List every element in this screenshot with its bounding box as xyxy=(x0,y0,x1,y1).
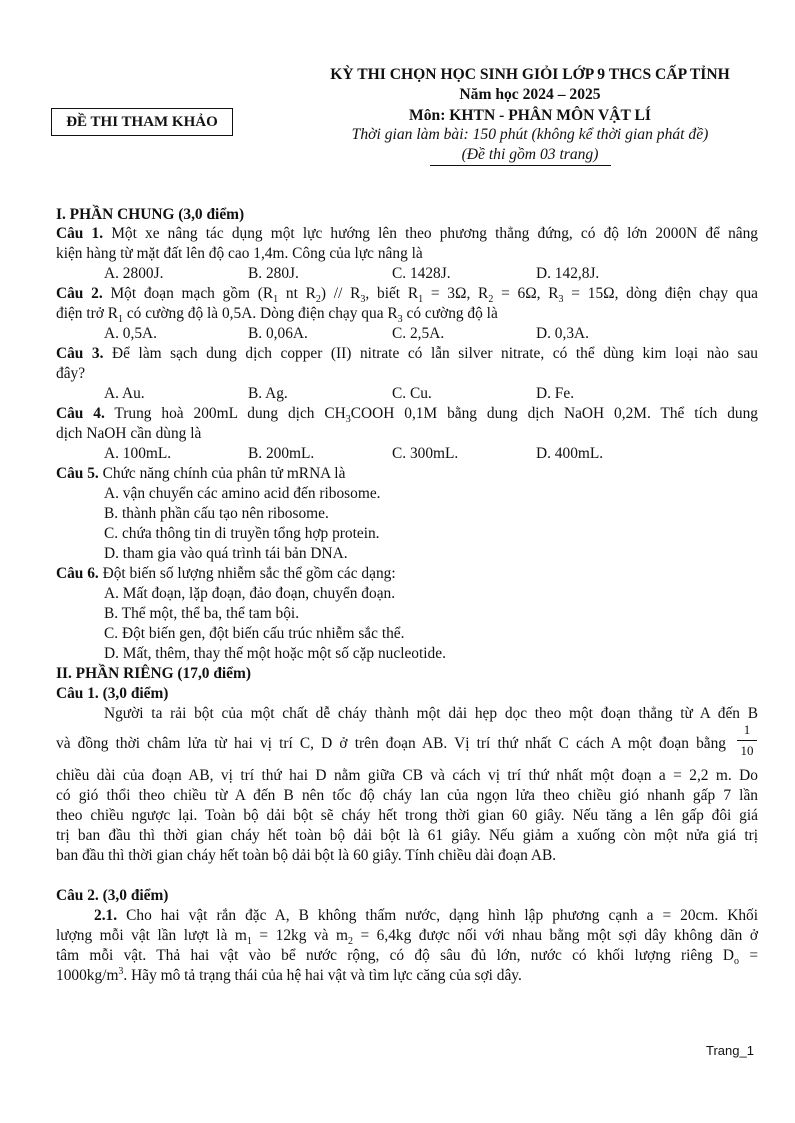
problem-1-line-1: Người ta rải bột của một chất dễ cháy thành một dải hẹp dọc theo một đoạn thẳng từ A đến B xyxy=(104,705,758,722)
problem-2-1-number: 2.1. xyxy=(94,907,118,924)
q3-text-1: Để làm sạch dung dịch copper (II) nitrate có lẫn silver nitrate, có thể dùng kim loại nào sau xyxy=(103,345,758,362)
q4-option-a: A. 100mL. xyxy=(104,445,172,462)
problem-1-line-4: có gió thổi theo chiều từ A đến B nên tốc độ cháy lan của ngọn lửa theo chiều gió nhanh gấp 7 lần xyxy=(56,787,758,804)
q3-line-2: đây? xyxy=(56,365,86,382)
q1-option-b: B. 280J. xyxy=(248,265,299,282)
problem-2-text: = xyxy=(739,947,758,964)
sub: 3 xyxy=(360,294,366,306)
q5-option-b: B. thành phần cấu tạo nên ribosome. xyxy=(104,505,329,522)
sub: 2 xyxy=(488,294,494,306)
q3-option-d: D. Fe. xyxy=(536,385,575,402)
q6-line-1 xyxy=(56,564,758,584)
q6-option-a: A. Mất đoạn, lặp đoạn, đảo đoạn, chuyển đoạn. xyxy=(104,585,396,602)
problem-2-text: Cho hai vật rắn đặc A, B không thấm nước, dạng hình lập phương cạnh a = 20cm. Khối xyxy=(117,907,758,924)
q2-text: điện trở R xyxy=(56,305,118,322)
q2-text: có cường độ là 0,5A. Dòng điện chạy qua R xyxy=(123,305,398,322)
q2-option-c: C. 2,5A. xyxy=(392,325,445,342)
q6-label: Câu 6. xyxy=(56,565,99,582)
q1-line-2: kiện hàng từ mặt đất lên độ cao 1,4m. Công của lực nâng là xyxy=(56,245,423,262)
q2-text: = 15Ω, dòng điện chạy qua xyxy=(563,285,759,302)
q3-option-a: A. Au. xyxy=(104,385,145,402)
sub: 3 xyxy=(558,294,564,306)
q1-option-c: C. 1428J. xyxy=(392,265,451,282)
q2-option-d: D. 0,3A. xyxy=(536,325,590,342)
problem-2-text: lượng mỗi vật lần lượt là m xyxy=(56,927,247,944)
sub: o xyxy=(734,956,740,968)
fraction-numerator: 1 xyxy=(743,722,751,737)
sub: 3 xyxy=(345,414,351,426)
problem-2-text: = 12kg và m xyxy=(251,927,348,944)
q2-text: có cường độ là xyxy=(402,305,498,322)
problem-1-line-5: theo chiều ngược lại. Toàn bộ dải bột sẽ cháy hết trong thời gian 60 giây. Nếu tăng a lên gấp đôi giá xyxy=(56,807,758,824)
school-year: Năm học 2024 – 2025 xyxy=(459,86,601,103)
q3-label: Câu 3. xyxy=(56,345,104,362)
q4-line-1 xyxy=(56,404,758,424)
q6-text-1: Đột biến số lượng nhiễm sắc thể gồm các dạng: xyxy=(98,565,396,582)
q5-text-1: Chức năng chính của phân tử mRNA là xyxy=(98,465,346,482)
q3-line-1 xyxy=(56,344,758,364)
problem-1-line-6: trị ban đầu thì thời gian cháy hết toàn bộ dải bột là 61 giây. Nếu giảm a xuống còn một nửa giá trị xyxy=(56,827,758,844)
q3-option-c: C. Cu. xyxy=(392,385,432,402)
q2-line-1 xyxy=(56,284,758,304)
q2-text: = 6Ω, R xyxy=(493,285,559,302)
q2-text: , biết R xyxy=(365,285,419,302)
fraction-one-tenth xyxy=(737,722,757,759)
q1-text-1: Một xe nâng tác dụng một lực hướng lên theo phương thẳng đứng, có độ lớn 2000N để nâng xyxy=(103,225,758,242)
q2-option-b: B. 0,06A. xyxy=(248,325,308,342)
problem-2-line-1 xyxy=(94,906,758,926)
q1-line-1 xyxy=(56,224,758,244)
q1-option-a: A. 2800J. xyxy=(104,265,164,282)
problem-2-text: 1000kg/m xyxy=(56,967,119,984)
problem-1-line-2: và đồng thời châm lửa từ hai vị trí C, D ở trên đoạn AB. Vị trí thứ nhất C cách A một đoạn bằng xyxy=(56,735,726,752)
q5-line-1 xyxy=(56,464,758,484)
q6-option-b: B. Thể một, thể ba, thể tam bội. xyxy=(104,605,300,622)
problem-2-line-4 xyxy=(56,966,758,986)
q2-label: Câu 2. xyxy=(56,285,103,302)
sub: 1 xyxy=(246,936,252,948)
page-number: Trang_1 xyxy=(706,1043,754,1058)
fraction-denominator: 10 xyxy=(740,743,754,758)
q2-option-a: A. 0,5A. xyxy=(104,325,158,342)
q4-option-b: B. 200mL. xyxy=(248,445,315,462)
problem-2-title: Câu 2. (3,0 điểm) xyxy=(56,887,169,904)
exam-title: KỲ THI CHỌN HỌC SINH GIỎI LỚP 9 THCS CẤP TỈNH xyxy=(330,66,730,83)
section-2-title: II. PHẦN RIÊNG (17,0 điểm) xyxy=(56,665,251,682)
q1-option-d: D. 142,8J. xyxy=(536,265,600,282)
problem-1-title: Câu 1. (3,0 điểm) xyxy=(56,685,169,702)
q2-text: nt R xyxy=(278,285,316,302)
problem-2-text: tâm mỗi vật. Thả hai vật vào bể nước rộng, có độ sâu đủ lớn, nước có khối lượng riêng D xyxy=(56,947,735,964)
q2-line-2 xyxy=(56,304,758,324)
sub: 1 xyxy=(273,294,279,306)
page-count-note: (Đề thi gồm 03 trang) xyxy=(461,146,599,163)
problem-2-text: . Hãy mô tả trạng thái của hệ hai vật và tìm lực căng của sợi dây. xyxy=(123,967,522,984)
header-underline xyxy=(430,165,611,166)
subject: Môn: KHTN - PHÂN MÔN VẬT LÍ xyxy=(409,107,651,124)
problem-2-line-3 xyxy=(56,946,758,966)
q4-text: COOH 0,1M bằng dung dịch NaOH 0,2M. Thể tích dung xyxy=(350,405,758,422)
q4-option-d: D. 400mL. xyxy=(536,445,604,462)
q5-label: Câu 5. xyxy=(56,465,99,482)
sub: 2 xyxy=(347,936,353,948)
q6-option-d: D. Mất, thêm, thay thế một hoặc một số cặp nucleotide. xyxy=(104,645,446,662)
q4-label: Câu 4. xyxy=(56,405,105,422)
q4-text: Trung hoà 200mL dung dịch CH xyxy=(104,405,346,422)
time-allowed: Thời gian làm bài: 150 phút (không kể thời gian phát đề) xyxy=(351,126,709,143)
sub: 3 xyxy=(397,314,403,326)
q2-text: ) // R xyxy=(320,285,361,302)
q4-line-2: dịch NaOH cần dùng là xyxy=(56,425,202,442)
q2-text: Một đoạn mạch gồm (R xyxy=(102,285,274,302)
fraction-bar xyxy=(737,740,757,741)
sup: 3 xyxy=(118,965,124,977)
q5-option-d: D. tham gia vào quá trình tái bản DNA. xyxy=(104,545,348,562)
q5-option-c: C. chứa thông tin di truyền tổng hợp protein. xyxy=(104,525,380,542)
q5-option-a: A. vận chuyển các amino acid đến ribosome. xyxy=(104,485,381,502)
problem-1-line-3: chiều dài của đoạn AB, vị trí thứ hai D nằm giữa CB và cách vị trí thứ nhất một đoạn a = 2,2 m. Do xyxy=(56,767,758,784)
sub: 2 xyxy=(315,294,321,306)
q3-option-b: B. Ag. xyxy=(248,385,288,402)
sub: 1 xyxy=(418,294,424,306)
problem-1-line-7: ban đầu thì thời gian cháy hết toàn bộ dải bột là 60 giây. Tính chiều dài đoạn AB. xyxy=(56,847,557,864)
q4-option-c: C. 300mL. xyxy=(392,445,459,462)
problem-2-text: = 6,4kg được nối với nhau bằng một sợi dây không dãn ở xyxy=(352,927,758,944)
section-1-title: I. PHẦN CHUNG (3,0 điểm) xyxy=(56,206,245,223)
q2-text: = 3Ω, R xyxy=(423,285,489,302)
q6-option-c: C. Đột biến gen, đột biến cấu trúc nhiễm sắc thể. xyxy=(104,625,405,642)
reference-exam-box: ĐỀ THI THAM KHẢO xyxy=(51,108,233,136)
sub: 1 xyxy=(118,314,123,326)
problem-2-line-2 xyxy=(56,926,758,946)
q1-label: Câu 1. xyxy=(56,225,104,242)
